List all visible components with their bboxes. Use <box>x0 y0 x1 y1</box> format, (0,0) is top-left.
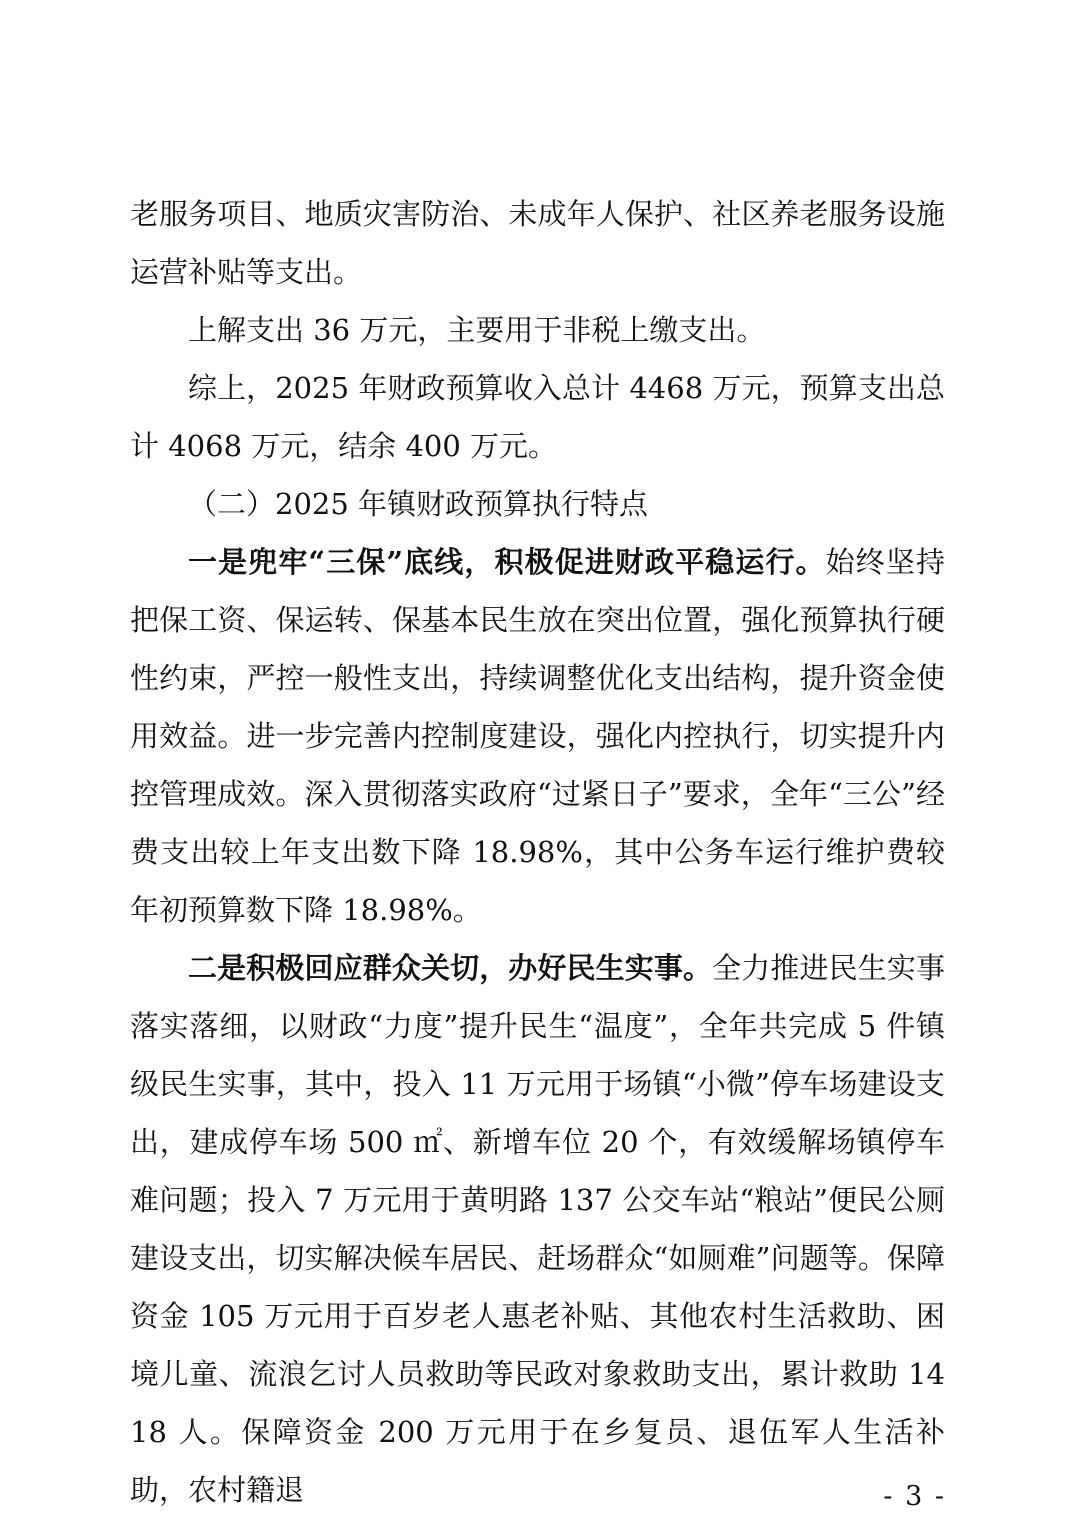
section-heading-text: （二）2025 年镇财政预算执行特点 <box>188 487 649 521</box>
paragraph-continuation <box>130 185 945 301</box>
paragraph-point-two <box>130 939 945 1519</box>
page-number: - 3 - <box>883 1481 946 1512</box>
paragraph-point-one <box>130 533 945 939</box>
paragraph-summary <box>130 359 945 475</box>
paragraph-lead: 一是兜牢“三保”底线，积极促进财政平稳运行。 <box>188 545 826 579</box>
paragraph-text: 始终坚持把保工资、保运转、保基本民生放在突出位置，强化预算执行硬性约束，严控一般性支出，持续调整优化支出结构，提升资金使用效益。进一步完善内控制度建设，强化内控执行，切实提升内控管理成效。深入贯彻落实政府“过紧日子”要求，全年“三公”经费支出较上年支出数下降 18.98%，其中公务车运行维护费较年初预算数下降 18.98%。 <box>130 545 945 927</box>
paragraph-lead: 二是积极回应群众关切，办好民生实事。 <box>188 951 713 985</box>
section-heading <box>130 475 945 533</box>
paragraph-text: 综上，2025 年财政预算收入总计 4468 万元，预算支出总计 4068 万元，结余 400 万元。 <box>130 371 945 463</box>
paragraph-text: 老服务项目、地质灾害防治、未成年人保护、社区养老服务设施运营补贴等支出。 <box>130 197 945 289</box>
paragraph-text: 全力推进民生实事落实落细，以财政“力度”提升民生“温度”，全年共完成 5 件镇级民生实事，其中，投入 11 万元用于场镇“小微”停车场建设支出，建成停车场 500 ㎡、新增车位 20 个，有效缓解场镇停车难问题；投入 7 万元用于黄明路 137 公交车站“粮站”便民公厕建设支出，切实解决候车居民、赶场群众“如厕难”问题等。保障资金 105 万元用于百岁老人惠老补贴、其他农村生活救助、困境儿童、流浪乞讨人员救助等民政对象救助支出，累计救助 1418 人。保障资金 200 万元用于在乡复员、退伍军人生活补助，农村籍退 <box>130 951 945 1507</box>
paragraph-text: 上解支出 36 万元，主要用于非税上缴支出。 <box>188 313 766 347</box>
paragraph-remittance-expenditure <box>130 301 945 359</box>
document-body <box>130 185 945 1519</box>
